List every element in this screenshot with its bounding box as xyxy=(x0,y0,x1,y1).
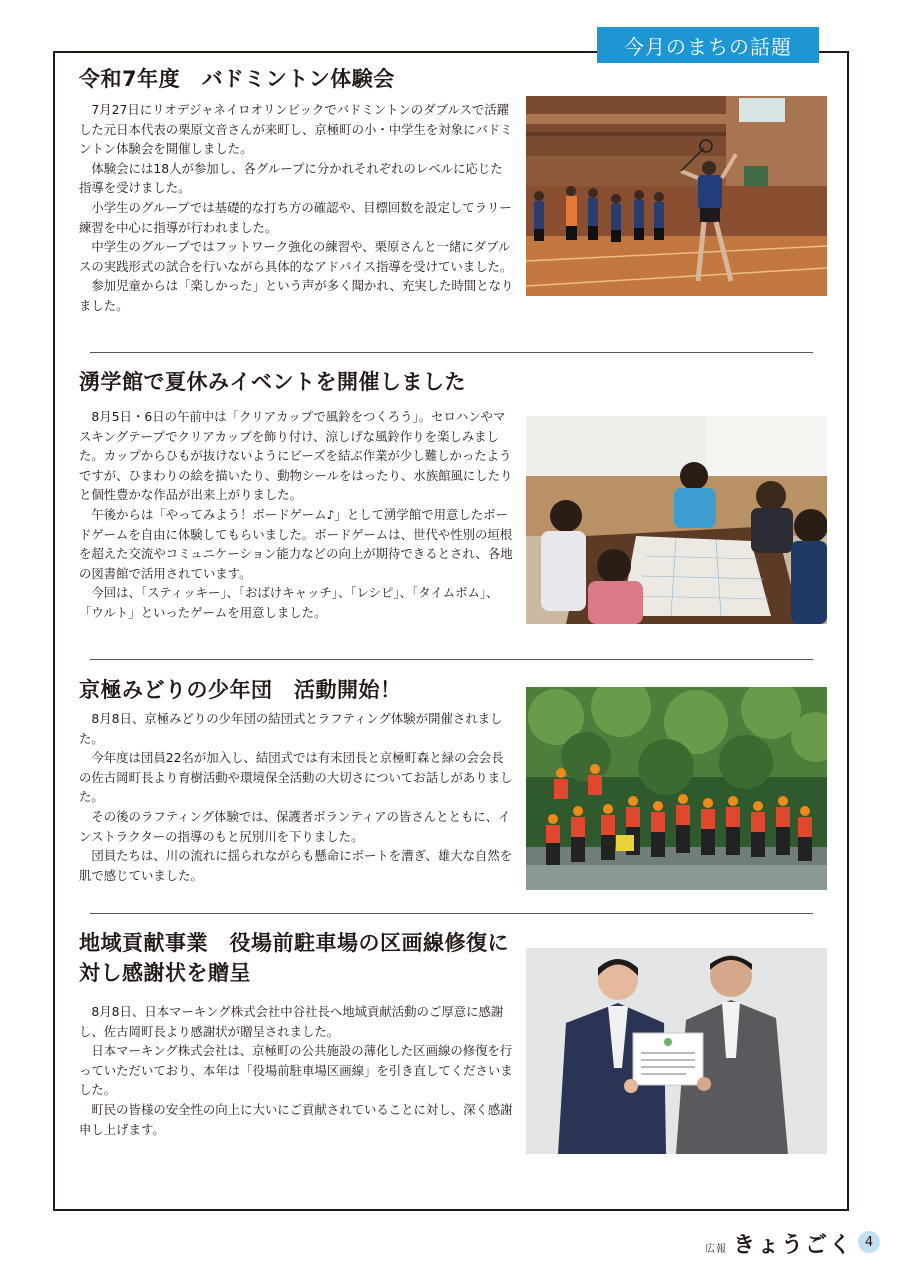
paragraph: 午後からは「やってみよう！ボードゲーム♪」として湧学館で用意したボードゲームを自由に体験してもらいました。ボードゲームは、世代や性別の垣根を超えた交流やコミュニケーション能力などの向上が期待できるとされ、各地の図書館で活用されています。 xyxy=(79,506,513,581)
divider xyxy=(90,659,813,660)
badminton-photo xyxy=(526,96,827,296)
article-midori-shonendan xyxy=(79,675,829,883)
paragraph: 今回は、「スティッキー」、「おばけキャッチ」、「レシピ」、「タイムボム」、「ウルト」といったゲームを用意しました。 xyxy=(79,585,499,620)
paragraph: 日本マーキング株式会社は、京極町の公共施設の薄化した区画線の修復を行っていただいており、本年は「役場前駐車場区画線」を引き直してくださいました。 xyxy=(79,1043,513,1098)
article-yugakukan xyxy=(79,367,829,620)
page-number: 4 xyxy=(858,1231,880,1253)
paragraph: その後のラフティング体験では、保護者ボランティアの皆さんとともに、インストラクターの指導のもと尻別川を下りました。 xyxy=(79,808,511,844)
paragraph: 8月8日、京極みどりの少年団の結団式とラフティング体験が開催されました。 xyxy=(79,711,503,746)
paragraph: 団員たちは、川の流れに揺られながらも懸命にボートを漕ぎ、雄大な自然を肌で感じていました。 xyxy=(79,848,513,883)
brand-label: 広報 xyxy=(705,1244,727,1255)
article-body xyxy=(79,1002,515,1139)
divider xyxy=(90,352,813,353)
divider xyxy=(90,913,813,914)
article-title: 地域貢献事業 役場前駐車場の区画線修復に対し感謝状を贈呈 xyxy=(79,931,509,985)
article-title: 湧学館で夏休みイベントを開催しました xyxy=(79,370,466,394)
paragraph: 7月27日にリオデジャネイロオリンピックでバドミントンのダブルスで活躍した元日本代表の栗原文音さんが来町し、京極町の小・中学生を対象にバドミントン体験会を開催しました。 xyxy=(79,102,513,157)
article-title: 令和7年度 バドミントン体験会 xyxy=(79,67,395,91)
article-body xyxy=(79,407,515,623)
paragraph: 参加児童からは「楽しかった」という声が多く聞かれ、充実した時間となりました。 xyxy=(79,278,514,313)
paragraph: 8月5日・6日の午前中は「クリアカップで風鈴をつくろう」。セロハンやマスキングテープでクリアカップを飾り付け、涼しげな風鈴作りを楽しみました。カップからひもが抜けないようにビーズを結ぶ作業が少し難しかったようですが、ひまわりの絵を描いたり、動物シールをはったり、水族館風にしたりと個性豊かな作品が出来上がりました。 xyxy=(79,409,513,503)
section-tab: 今月のまちの話題 xyxy=(597,27,819,63)
paragraph: 町民の皆様の安全性の向上に大いにご貢献されていることに対し、深く感謝申し上げます。 xyxy=(79,1101,513,1137)
paragraph: 8月8日、日本マーキング株式会社中谷社長へ地域貢献活動のご厚意に感謝し、佐古岡町長より感謝状が贈呈されました。 xyxy=(79,1004,504,1039)
paragraph: 体験会には18人が参加し、各グループに分かれそれぞれのレベルに応じた指導を受けました。 xyxy=(79,160,503,196)
article-letter-of-appreciation xyxy=(79,928,829,1137)
board-game-photo xyxy=(526,416,827,624)
article-body xyxy=(79,709,515,885)
article-badminton xyxy=(79,64,829,313)
brand-name: きょうごく xyxy=(733,1232,854,1258)
article-title: 京極みどりの少年団 活動開始！ xyxy=(79,678,402,702)
paragraph: 今年度は団員22名が加入し、結団式では有末団長と京極町森と緑の会会長の佐古岡町長より育樹活動や環境保全活動の大切さについてお話しがありました。 xyxy=(79,750,513,805)
rafting-photo xyxy=(526,687,827,890)
paragraph: 小学生のグループでは基礎的な打ち方の確認や、目標回数を設定してラリー練習を中心に指導が行われました。 xyxy=(79,199,512,235)
article-body xyxy=(79,100,515,316)
newsletter-brand xyxy=(705,1228,853,1259)
paragraph: 中学生のグループではフットワーク強化の練習や、栗原さんと一緒にダブルスの実践形式の試合を行いながら具体的なアドバイス指導を受けていました。 xyxy=(79,239,513,274)
award-photo xyxy=(526,948,827,1154)
